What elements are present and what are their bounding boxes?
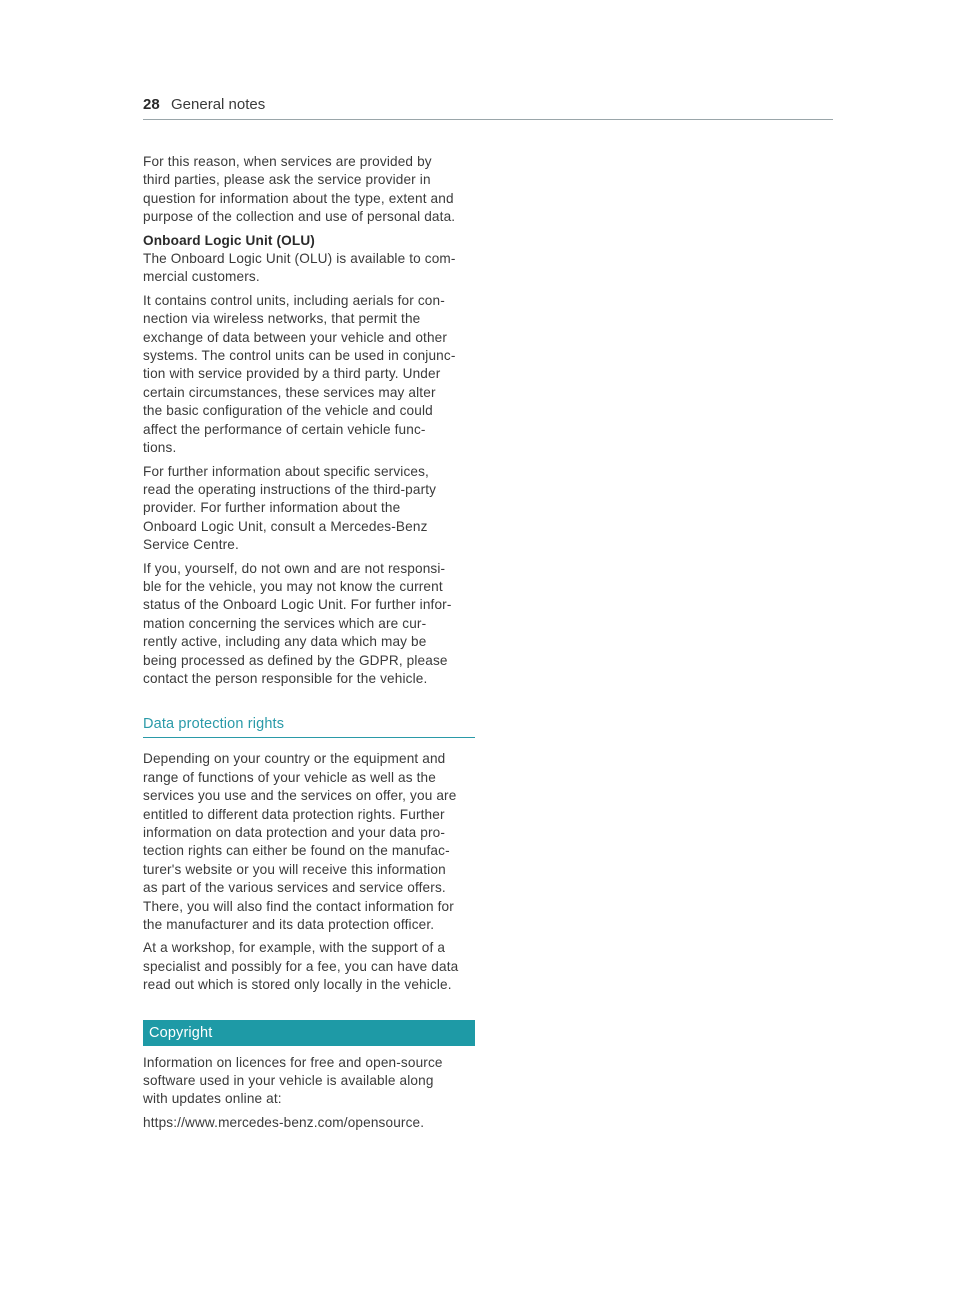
copyright-paragraph: Information on licences for free and open-source software used in your vehicle is available along with updates online at: [143, 1054, 443, 1107]
data-protection-paragraph-1: Depending on your country or the equipment and range of functions of your vehicle as well as the services you use and the services on offer, you are entitled to different data protection rights. Further information on data protection and your data pro- tection rights can either be found on the manufac- turer's website or you will receive this information as part of the various services and service offers. There, you will also find the contact information for the manufacturer and its data protection officer. [143, 751, 457, 933]
olu-paragraph-4: If you, yourself, do not own and are not responsi- ble for the vehicle, you may not know the current status of the Onboard Logic Unit. For further infor- mation concerning the services which are cur- rently active, including any data which may be being processed as defined by the GDPR, please contact the person responsible for the vehicle. [143, 560, 452, 686]
data-protection-title: Data protection rights [143, 714, 475, 738]
data-protection-paragraph-2: At a workshop, for example, with the support of a specialist and possibly for a fee, you can have data read out which is stored only locally in the vehicle. [143, 940, 459, 993]
header-section-name: General notes [171, 96, 266, 113]
copyright-url[interactable]: https://www.mercedes-benz.com/opensource. [143, 1114, 425, 1130]
copyright-banner: Copyright [143, 1020, 475, 1046]
olu-paragraph-1: The Onboard Logic Unit (OLU) is available to com- mercial customers. [143, 251, 456, 285]
olu-paragraph-3: For further information about specific services, read the operating instructions of the third-party provider. For further information about the Onboard Logic Unit, consult a Mercedes-Benz Service Centre. [143, 463, 437, 553]
olu-paragraph-2: It contains control units, including aerials for con- nection via wireless networks, that permit the exchange of data between your vehicle and other systems. The control units can be used in conjunc- tion with service provided by a third party. Under certain circumstances, these services may alter the basic configuration of the vehicle and could affect the performance of certain vehicle func- tions. [143, 292, 456, 456]
page-number: 28 [143, 96, 160, 113]
page-header [143, 95, 833, 120]
olu-heading: Onboard Logic Unit (OLU) [143, 232, 315, 248]
main-column [143, 153, 475, 1137]
intro-paragraph: For this reason, when services are provided by third parties, please ask the service provider in question for information about the type, extent and purpose of the collection and use of personal data. [143, 154, 456, 225]
